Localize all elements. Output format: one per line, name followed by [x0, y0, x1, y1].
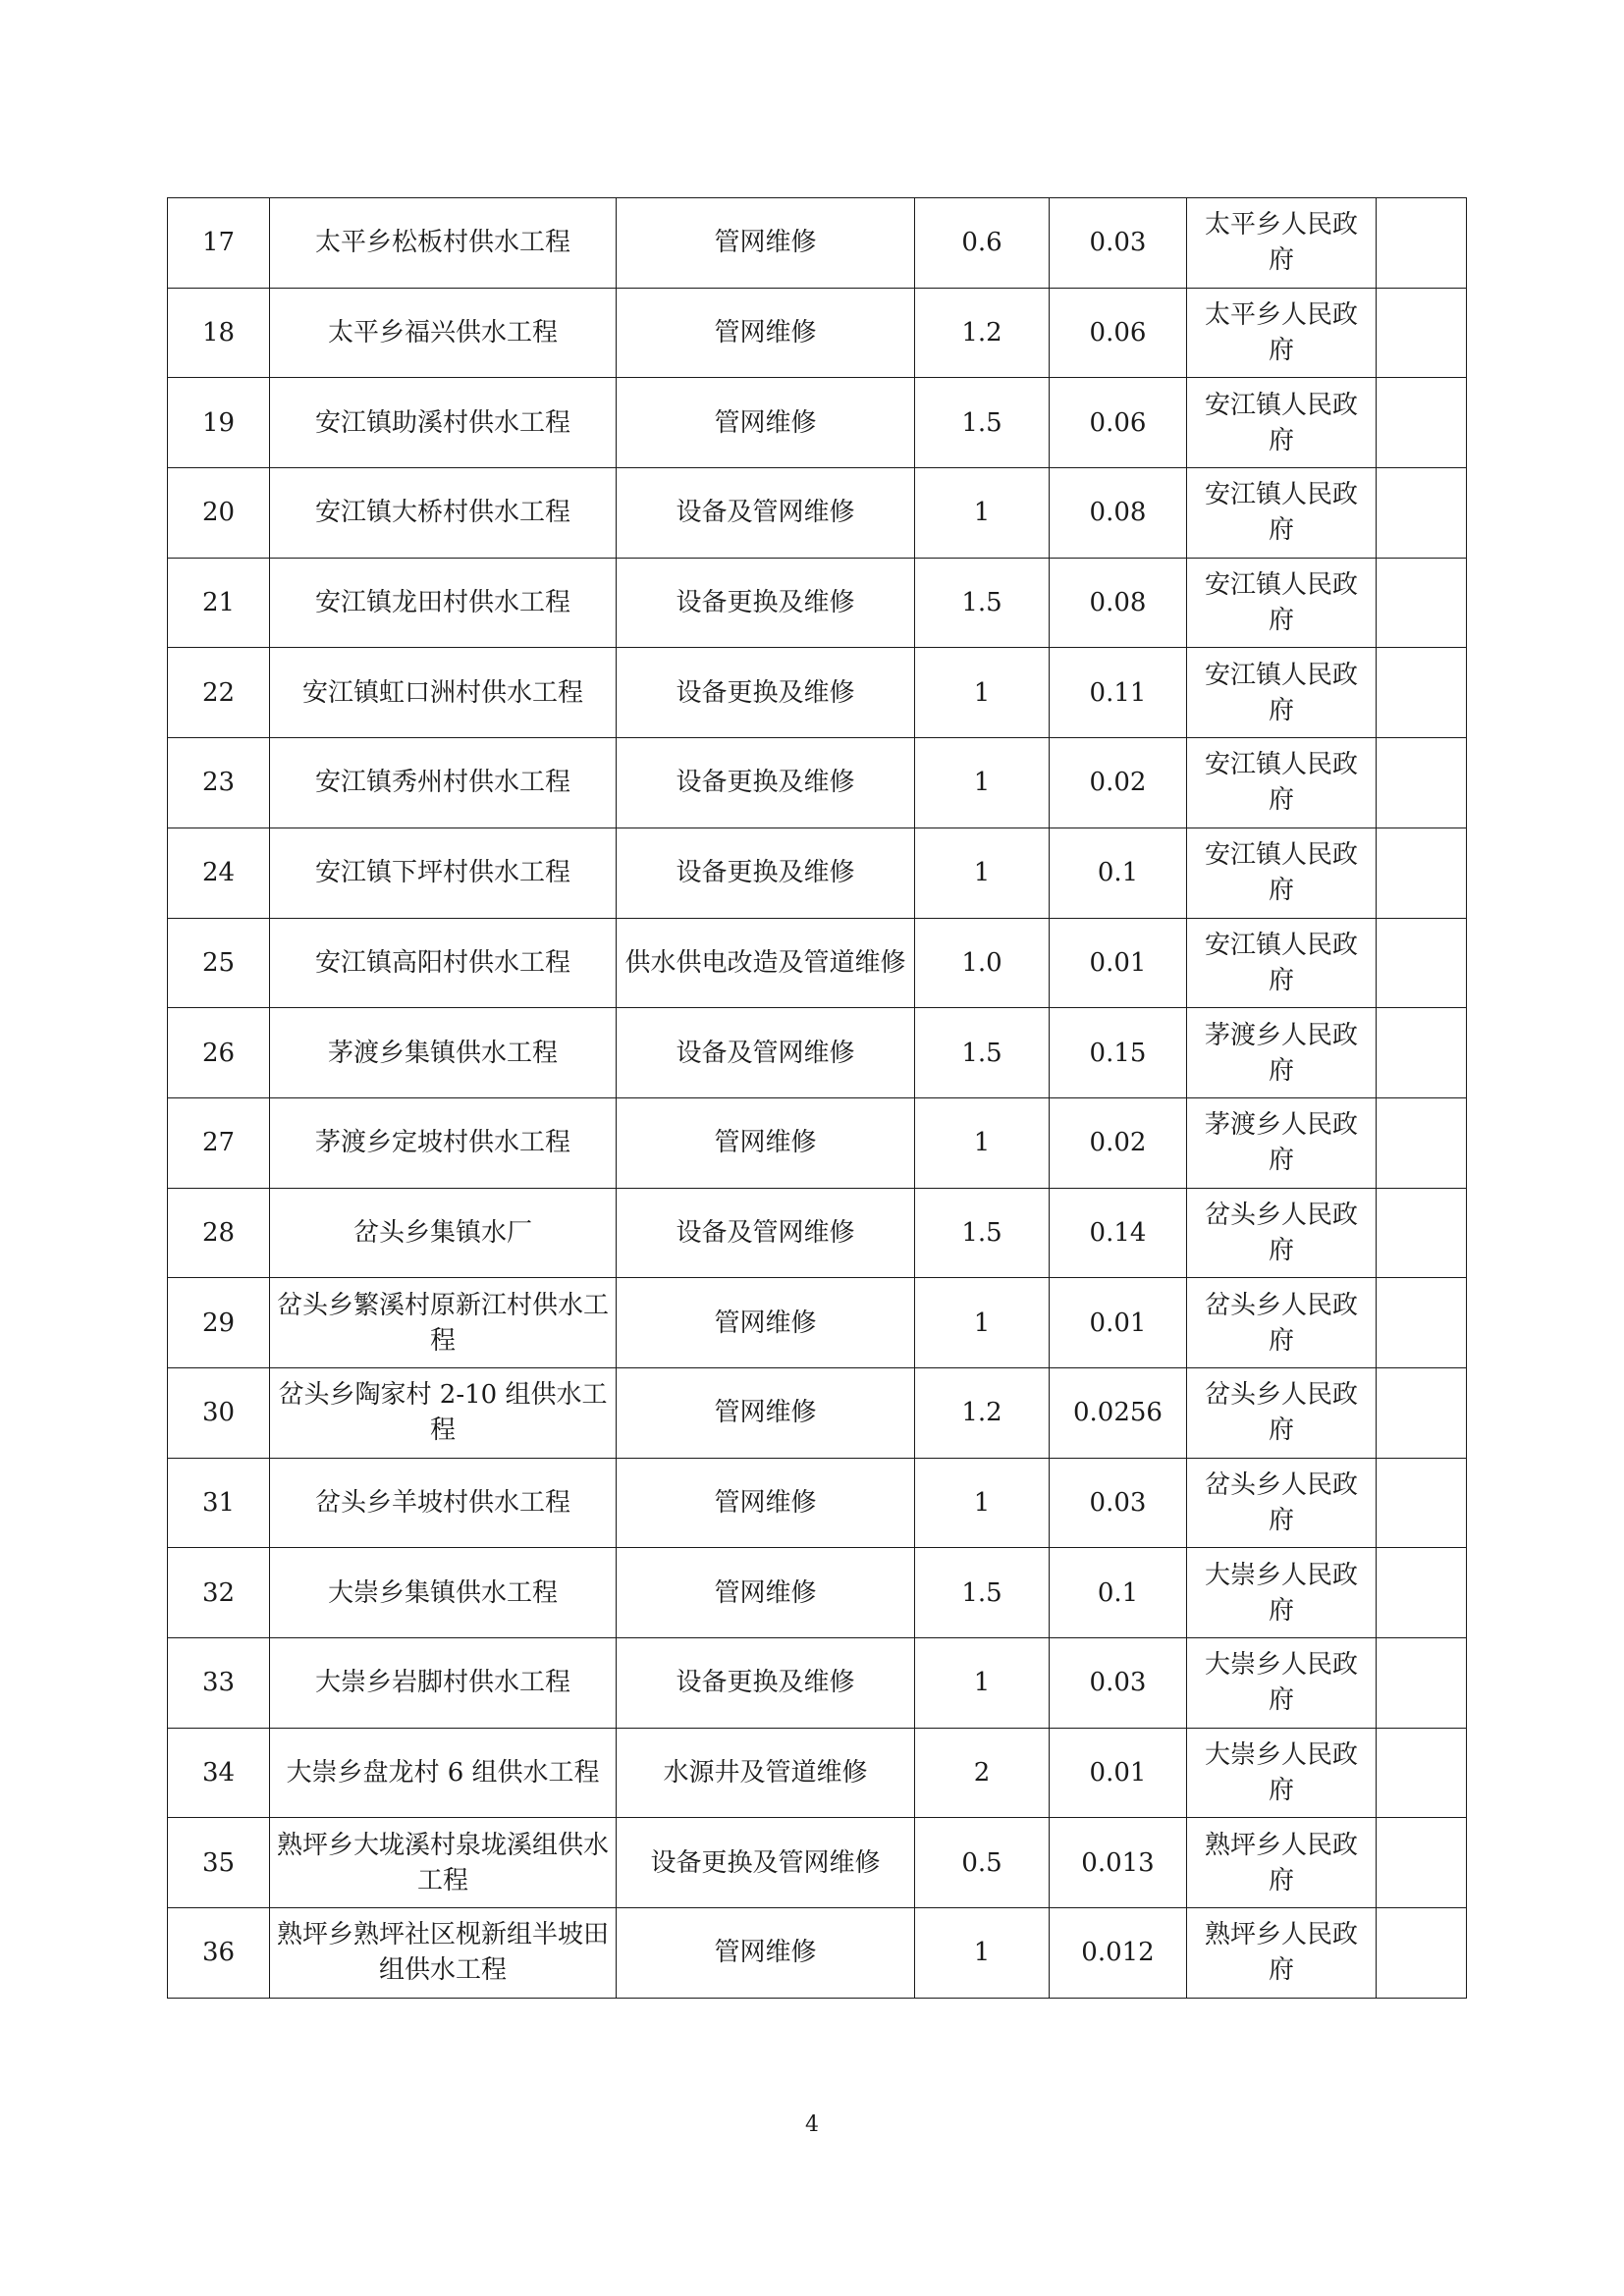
value-b-cell: 0.1 — [1050, 828, 1187, 918]
value-b-cell: 0.0256 — [1050, 1367, 1187, 1458]
row-number-cell: 32 — [168, 1548, 270, 1638]
row-number-cell: 24 — [168, 828, 270, 918]
remarks-cell — [1377, 648, 1467, 738]
work-content-cell: 设备更换及维修 — [617, 648, 915, 738]
work-content-cell: 水源井及管道维修 — [617, 1728, 915, 1818]
responsible-unit-cell: 安江镇人民政府 — [1187, 378, 1377, 468]
value-a-cell: 1.5 — [915, 1008, 1050, 1098]
project-name-cell: 熟坪乡大垅溪村泉垅溪组供水工程 — [270, 1818, 617, 1908]
value-a-cell: 1.5 — [915, 1548, 1050, 1638]
work-content-cell: 供水供电改造及管道维修 — [617, 918, 915, 1008]
row-number-cell: 29 — [168, 1278, 270, 1368]
project-name-cell: 岔头乡集镇水厂 — [270, 1188, 617, 1278]
table-row — [168, 1367, 1467, 1458]
work-content-cell: 管网维修 — [617, 1367, 915, 1458]
value-a-cell: 1 — [915, 648, 1050, 738]
remarks-cell — [1377, 198, 1467, 289]
remarks-cell — [1377, 738, 1467, 828]
responsible-unit-cell: 茅渡乡人民政府 — [1187, 1097, 1377, 1188]
responsible-unit-cell: 大崇乡人民政府 — [1187, 1728, 1377, 1818]
value-b-cell: 0.03 — [1050, 1638, 1187, 1729]
table-row — [168, 1908, 1467, 1999]
responsible-unit-cell: 太平乡人民政府 — [1187, 288, 1377, 378]
value-a-cell: 1 — [915, 828, 1050, 918]
table-row — [168, 738, 1467, 828]
remarks-cell — [1377, 1908, 1467, 1999]
project-name-cell: 安江镇虹口洲村供水工程 — [270, 648, 617, 738]
value-b-cell: 0.012 — [1050, 1908, 1187, 1999]
table-row — [168, 918, 1467, 1008]
value-a-cell: 1.5 — [915, 378, 1050, 468]
responsible-unit-cell: 安江镇人民政府 — [1187, 648, 1377, 738]
value-a-cell: 0.5 — [915, 1818, 1050, 1908]
responsible-unit-cell: 大崇乡人民政府 — [1187, 1548, 1377, 1638]
project-table — [167, 197, 1467, 1999]
value-b-cell: 0.01 — [1050, 1728, 1187, 1818]
responsible-unit-cell: 岔头乡人民政府 — [1187, 1367, 1377, 1458]
project-name-cell: 熟坪乡熟坪社区枧新组半坡田组供水工程 — [270, 1908, 617, 1999]
work-content-cell: 管网维修 — [617, 288, 915, 378]
work-content-cell: 设备及管网维修 — [617, 468, 915, 559]
table-row — [168, 378, 1467, 468]
work-content-cell: 管网维修 — [617, 1278, 915, 1368]
value-b-cell: 0.02 — [1050, 1097, 1187, 1188]
table-row — [168, 648, 1467, 738]
remarks-cell — [1377, 1638, 1467, 1729]
project-name-cell: 茅渡乡定坡村供水工程 — [270, 1097, 617, 1188]
row-number-cell: 23 — [168, 738, 270, 828]
row-number-cell: 25 — [168, 918, 270, 1008]
responsible-unit-cell: 太平乡人民政府 — [1187, 198, 1377, 289]
project-name-cell: 安江镇龙田村供水工程 — [270, 558, 617, 648]
responsible-unit-cell: 大崇乡人民政府 — [1187, 1638, 1377, 1729]
value-a-cell: 1 — [915, 468, 1050, 559]
work-content-cell: 设备更换及维修 — [617, 558, 915, 648]
remarks-cell — [1377, 378, 1467, 468]
table-row — [168, 1638, 1467, 1729]
row-number-cell: 36 — [168, 1908, 270, 1999]
table-row — [168, 828, 1467, 918]
value-a-cell: 1 — [915, 1278, 1050, 1368]
remarks-cell — [1377, 828, 1467, 918]
row-number-cell: 26 — [168, 1008, 270, 1098]
responsible-unit-cell: 安江镇人民政府 — [1187, 738, 1377, 828]
value-a-cell: 1.2 — [915, 1367, 1050, 1458]
row-number-cell: 33 — [168, 1638, 270, 1729]
value-b-cell: 0.03 — [1050, 1458, 1187, 1548]
value-a-cell: 1 — [915, 1908, 1050, 1999]
work-content-cell: 管网维修 — [617, 378, 915, 468]
responsible-unit-cell: 熟坪乡人民政府 — [1187, 1908, 1377, 1999]
value-a-cell: 2 — [915, 1728, 1050, 1818]
work-content-cell: 设备更换及管网维修 — [617, 1818, 915, 1908]
project-name-cell: 大崇乡集镇供水工程 — [270, 1548, 617, 1638]
project-name-cell: 岔头乡陶家村 2-10 组供水工程 — [270, 1367, 617, 1458]
value-a-cell: 1 — [915, 738, 1050, 828]
value-b-cell: 0.14 — [1050, 1188, 1187, 1278]
remarks-cell — [1377, 288, 1467, 378]
row-number-cell: 20 — [168, 468, 270, 559]
value-b-cell: 0.11 — [1050, 648, 1187, 738]
project-name-cell: 安江镇秀州村供水工程 — [270, 738, 617, 828]
remarks-cell — [1377, 1818, 1467, 1908]
row-number-cell: 35 — [168, 1818, 270, 1908]
project-name-cell: 安江镇大桥村供水工程 — [270, 468, 617, 559]
table-row — [168, 198, 1467, 289]
remarks-cell — [1377, 1458, 1467, 1548]
table-row — [168, 468, 1467, 559]
remarks-cell — [1377, 1548, 1467, 1638]
project-name-cell: 太平乡福兴供水工程 — [270, 288, 617, 378]
work-content-cell: 设备及管网维修 — [617, 1188, 915, 1278]
project-name-cell: 大崇乡盘龙村 6 组供水工程 — [270, 1728, 617, 1818]
value-a-cell: 0.6 — [915, 198, 1050, 289]
project-name-cell: 茅渡乡集镇供水工程 — [270, 1008, 617, 1098]
table-row — [168, 288, 1467, 378]
value-a-cell: 1 — [915, 1097, 1050, 1188]
responsible-unit-cell: 安江镇人民政府 — [1187, 828, 1377, 918]
work-content-cell: 管网维修 — [617, 1548, 915, 1638]
value-b-cell: 0.1 — [1050, 1548, 1187, 1638]
value-b-cell: 0.06 — [1050, 378, 1187, 468]
table-body — [168, 198, 1467, 1999]
row-number-cell: 30 — [168, 1367, 270, 1458]
work-content-cell: 管网维修 — [617, 1097, 915, 1188]
row-number-cell: 31 — [168, 1458, 270, 1548]
remarks-cell — [1377, 468, 1467, 559]
project-name-cell: 岔头乡繁溪村原新江村供水工程 — [270, 1278, 617, 1368]
remarks-cell — [1377, 1097, 1467, 1188]
remarks-cell — [1377, 1367, 1467, 1458]
remarks-cell — [1377, 918, 1467, 1008]
remarks-cell — [1377, 558, 1467, 648]
responsible-unit-cell: 岔头乡人民政府 — [1187, 1188, 1377, 1278]
work-content-cell: 设备更换及维修 — [617, 738, 915, 828]
project-name-cell: 岔头乡羊坡村供水工程 — [270, 1458, 617, 1548]
row-number-cell: 18 — [168, 288, 270, 378]
table-row — [168, 1458, 1467, 1548]
value-a-cell: 1.5 — [915, 558, 1050, 648]
page-number: 4 — [805, 2112, 819, 2137]
value-b-cell: 0.15 — [1050, 1008, 1187, 1098]
row-number-cell: 22 — [168, 648, 270, 738]
remarks-cell — [1377, 1008, 1467, 1098]
value-a-cell: 1.2 — [915, 288, 1050, 378]
row-number-cell: 17 — [168, 198, 270, 289]
row-number-cell: 21 — [168, 558, 270, 648]
responsible-unit-cell: 熟坪乡人民政府 — [1187, 1818, 1377, 1908]
responsible-unit-cell: 安江镇人民政府 — [1187, 468, 1377, 559]
responsible-unit-cell: 岔头乡人民政府 — [1187, 1458, 1377, 1548]
value-b-cell: 0.03 — [1050, 198, 1187, 289]
work-content-cell: 管网维修 — [617, 1458, 915, 1548]
table-row — [168, 1818, 1467, 1908]
row-number-cell: 19 — [168, 378, 270, 468]
table-row — [168, 1188, 1467, 1278]
row-number-cell: 34 — [168, 1728, 270, 1818]
table-row — [168, 1008, 1467, 1098]
responsible-unit-cell: 安江镇人民政府 — [1187, 558, 1377, 648]
value-b-cell: 0.08 — [1050, 468, 1187, 559]
value-b-cell: 0.06 — [1050, 288, 1187, 378]
value-a-cell: 1.5 — [915, 1188, 1050, 1278]
work-content-cell: 设备更换及维修 — [617, 1638, 915, 1729]
work-content-cell: 管网维修 — [617, 1908, 915, 1999]
project-name-cell: 太平乡松板村供水工程 — [270, 198, 617, 289]
table-row — [168, 1548, 1467, 1638]
table-row — [168, 1278, 1467, 1368]
value-b-cell: 0.01 — [1050, 1278, 1187, 1368]
value-b-cell: 0.08 — [1050, 558, 1187, 648]
value-a-cell: 1 — [915, 1638, 1050, 1729]
remarks-cell — [1377, 1278, 1467, 1368]
value-b-cell: 0.01 — [1050, 918, 1187, 1008]
responsible-unit-cell: 岔头乡人民政府 — [1187, 1278, 1377, 1368]
project-name-cell: 安江镇高阳村供水工程 — [270, 918, 617, 1008]
row-number-cell: 27 — [168, 1097, 270, 1188]
value-b-cell: 0.02 — [1050, 738, 1187, 828]
responsible-unit-cell: 茅渡乡人民政府 — [1187, 1008, 1377, 1098]
value-a-cell: 1 — [915, 1458, 1050, 1548]
remarks-cell — [1377, 1728, 1467, 1818]
work-content-cell: 设备更换及维修 — [617, 828, 915, 918]
work-content-cell: 管网维修 — [617, 198, 915, 289]
table-row — [168, 1097, 1467, 1188]
remarks-cell — [1377, 1188, 1467, 1278]
project-name-cell: 大崇乡岩脚村供水工程 — [270, 1638, 617, 1729]
table-row — [168, 558, 1467, 648]
value-b-cell: 0.013 — [1050, 1818, 1187, 1908]
work-content-cell: 设备及管网维修 — [617, 1008, 915, 1098]
project-name-cell: 安江镇助溪村供水工程 — [270, 378, 617, 468]
project-name-cell: 安江镇下坪村供水工程 — [270, 828, 617, 918]
value-a-cell: 1.0 — [915, 918, 1050, 1008]
row-number-cell: 28 — [168, 1188, 270, 1278]
responsible-unit-cell: 安江镇人民政府 — [1187, 918, 1377, 1008]
table-row — [168, 1728, 1467, 1818]
